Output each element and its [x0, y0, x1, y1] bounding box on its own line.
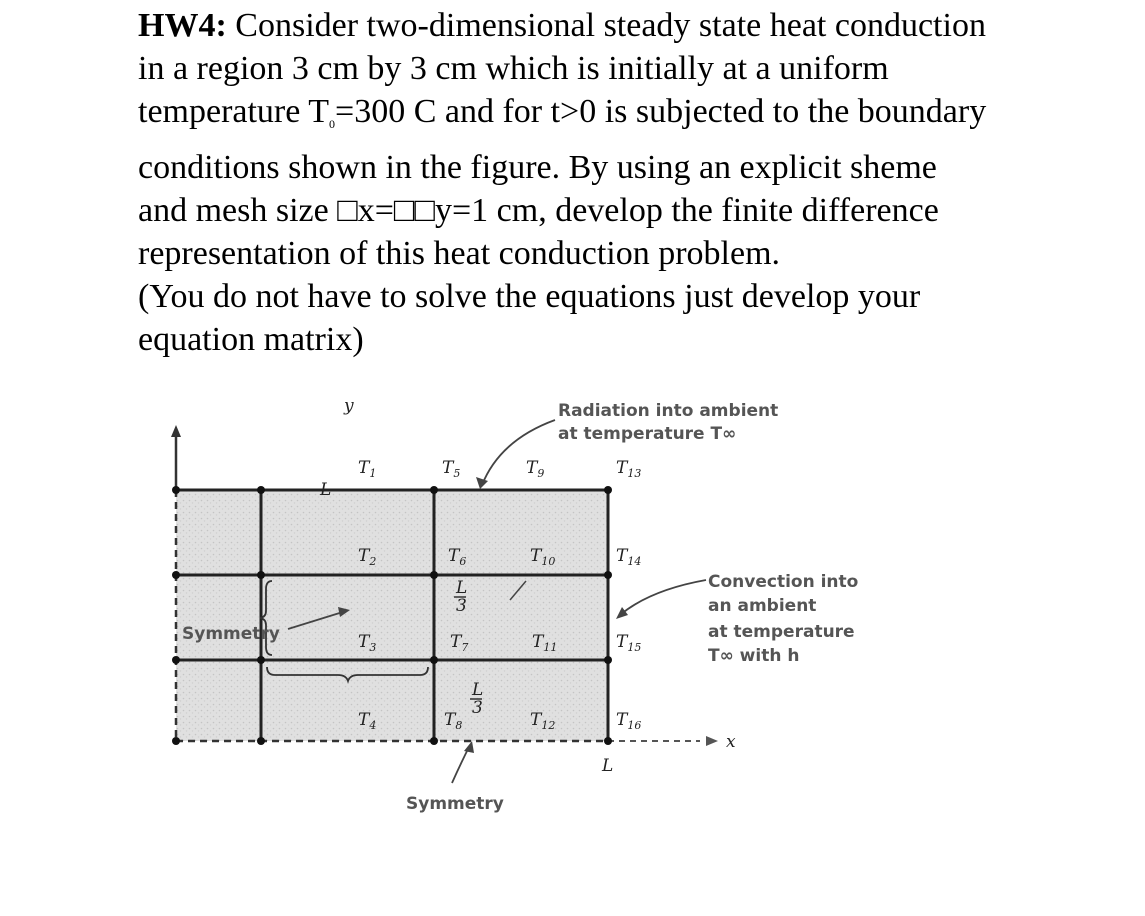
- problem-line-4: conditions shown in the figure. By using an explicit sheme: [138, 149, 937, 186]
- node-label-t2: $T_2$: [358, 546, 377, 568]
- problem-line-6: representation of this heat conduction problem.: [138, 235, 781, 272]
- node-label-t11: $T_{11}$: [532, 632, 558, 654]
- leader-convection-arrow: [616, 607, 628, 619]
- node-label-t7: $T_7$: [450, 632, 469, 654]
- problem-title: HW4:: [138, 7, 227, 44]
- leader-symmetry-bottom-arrow: [464, 741, 474, 753]
- problem-line-2: in a region 3 cm by 3 cm which is initially at a uniform: [138, 50, 889, 87]
- problem-line-1: [138, 4, 1038, 47]
- spacing-den-horizontal: 3: [472, 698, 483, 718]
- problem-line-8: equation matrix): [138, 321, 364, 358]
- spacing-den-vertical: 3: [456, 596, 467, 616]
- problem-line-1-text: Consider two-dimensional steady state heat conduction: [235, 7, 986, 44]
- node-label-t5: $T_5$: [442, 458, 461, 480]
- problem-line-3-sub: 0: [329, 117, 336, 131]
- problem-line-3: [138, 90, 1038, 146]
- node-label-t14: $T_{14}$: [616, 546, 642, 568]
- node-label-t1: $T_1$: [358, 458, 377, 480]
- leader-radiation-arrow: [476, 477, 488, 489]
- problem-statement: [138, 4, 1038, 361]
- convection-label-3: at temperature: [708, 622, 855, 642]
- radiation-label-1: Radiation into ambient: [558, 401, 779, 421]
- node-label-t12: $T_{12}$: [530, 710, 556, 732]
- convection-label-4: T∞ with h: [708, 646, 800, 666]
- domain-region: [176, 490, 608, 741]
- node-label-t16: $T_{16}$: [616, 710, 642, 732]
- problem-line-3a: temperature T: [138, 93, 330, 130]
- node-label-t15: $T_{15}$: [616, 632, 642, 654]
- dim-label-left: L: [320, 480, 332, 500]
- node-label-t3: $T_3$: [358, 632, 377, 654]
- node-label-t4: $T_4$: [358, 710, 377, 732]
- y-axis-label: y: [344, 396, 354, 416]
- problem-line-3b: =300 C and for t>0 is subjected to the boundary: [335, 93, 987, 130]
- x-axis-arrow: [706, 736, 718, 746]
- dim-label-bottom: L: [602, 756, 614, 776]
- symmetry-label-left: Symmetry: [182, 624, 280, 644]
- convection-label-2: an ambient: [708, 596, 817, 616]
- node-label-t13: $T_{13}$: [616, 458, 642, 480]
- x-axis-label: x: [726, 732, 736, 752]
- symmetry-label-bottom: Symmetry: [406, 794, 504, 814]
- spacing-num-vertical: L: [456, 578, 468, 598]
- problem-line-7: (You do not have to solve the equations just develop your: [138, 278, 921, 315]
- radiation-label-2: at temperature T∞: [558, 424, 737, 444]
- mesh-figure: [170, 385, 890, 835]
- convection-label-1: Convection into: [708, 572, 859, 592]
- node-label-t8: $T_8$: [444, 710, 463, 732]
- mesh-diagram: [170, 385, 890, 835]
- leader-convection: [620, 580, 706, 615]
- problem-line-5: and mesh size □x=□□y=1 cm, develop the finite difference: [138, 192, 939, 229]
- spacing-num-horizontal: L: [472, 680, 484, 700]
- node-label-t9: $T_9$: [526, 458, 545, 480]
- node-label-t10: $T_{10}$: [530, 546, 556, 568]
- node-label-t6: $T_6$: [448, 546, 467, 568]
